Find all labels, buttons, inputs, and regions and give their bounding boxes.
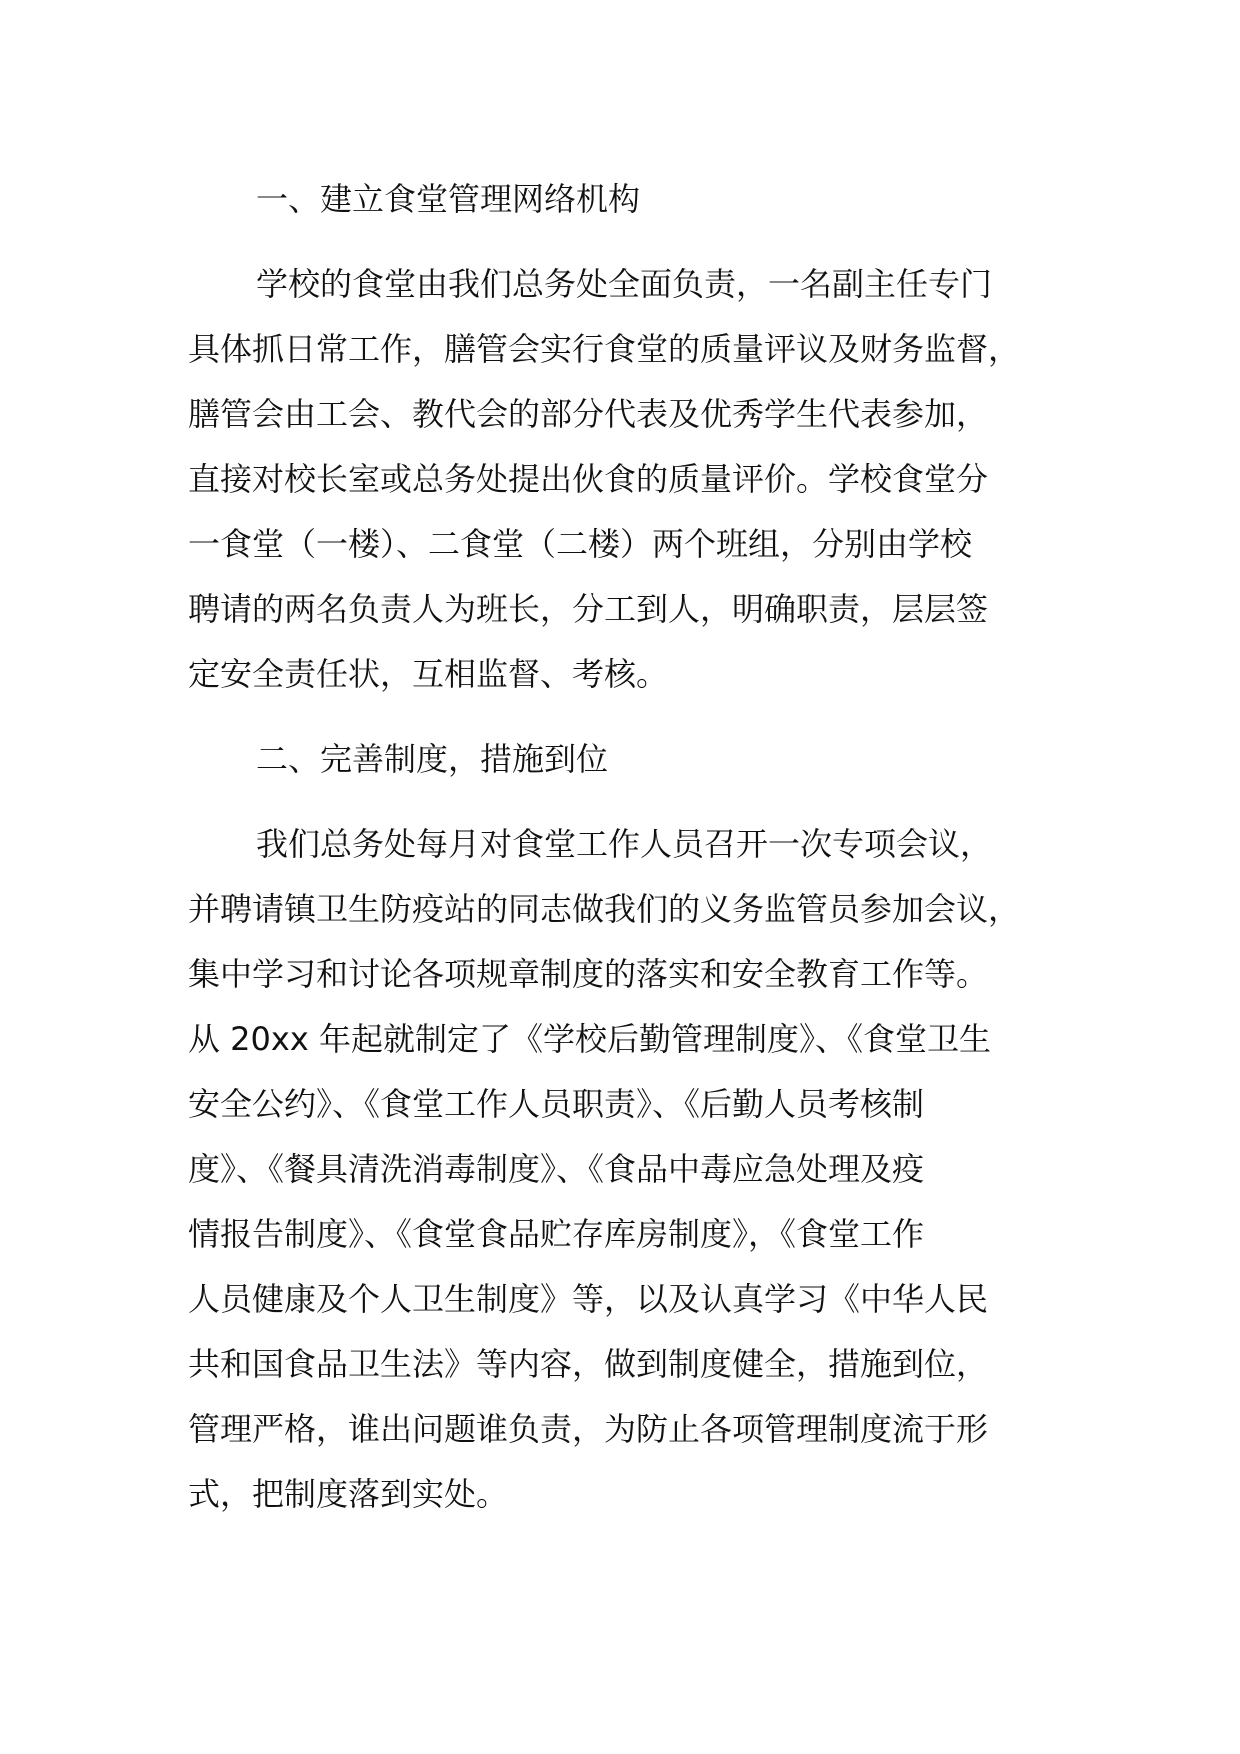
paragraph-line: 从 20xx 年起就制定了《学校后勤管理制度》、《食堂卫生 [188, 1020, 991, 1058]
paragraph-line: 定安全责任状，互相监督、考核。 [188, 655, 669, 693]
section-paragraph-2 [188, 812, 1068, 1527]
section-paragraph-1 [188, 252, 1068, 707]
paragraph-line: 学校的食堂由我们总务处全面负责，一名副主任专门 [256, 265, 993, 303]
paragraph-line: 一食堂（一楼）、二食堂（二楼）两个班组，分别由学校 [188, 525, 973, 563]
paragraph-line: 我们总务处每月对食堂工作人员召开一次专项会议， [256, 825, 993, 863]
section-heading-1: 一、建立食堂管理网络机构 [256, 180, 641, 218]
paragraph-line: 直接对校长室或总务处提出伙食的质量评价。学校食堂分 [188, 460, 989, 498]
paragraph-line: 并聘请镇卫生防疫站的同志做我们的义务监管员参加会议， [188, 890, 1021, 928]
paragraph-line: 共和国食品卫生法》等内容，做到制度健全，措施到位， [188, 1345, 989, 1383]
paragraph-line: 式，把制度落到实处。 [188, 1475, 509, 1513]
paragraph-line: 安全公约》、《食堂工作人员职责》、《后勤人员考核制 [188, 1085, 925, 1123]
paragraph-line: 集中学习和讨论各项规章制度的落实和安全教育工作等。 [188, 955, 989, 993]
paragraph-line: 聘请的两名负责人为班长，分工到人，明确职责，层层签 [188, 590, 989, 628]
paragraph-line: 具体抓日常工作，膳管会实行食堂的质量评议及财务监督， [188, 330, 1021, 368]
paragraph-line: 人员健康及个人卫生制度》等，以及认真学习《中华人民 [188, 1280, 989, 1318]
paragraph-line: 情报告制度》、《食堂食品贮存库房制度》，《食堂工作 [188, 1215, 925, 1253]
paragraph-line: 度》、《餐具清洗消毒制度》、《食品中毒应急处理及疫 [188, 1150, 925, 1188]
section-heading-2: 二、完善制度，措施到位 [256, 740, 609, 778]
paragraph-line: 管理严格，谁出问题谁负责，为防止各项管理制度流于形 [188, 1410, 989, 1448]
paragraph-line: 膳管会由工会、教代会的部分代表及优秀学生代表参加， [188, 395, 989, 433]
document-body [188, 167, 1068, 1527]
